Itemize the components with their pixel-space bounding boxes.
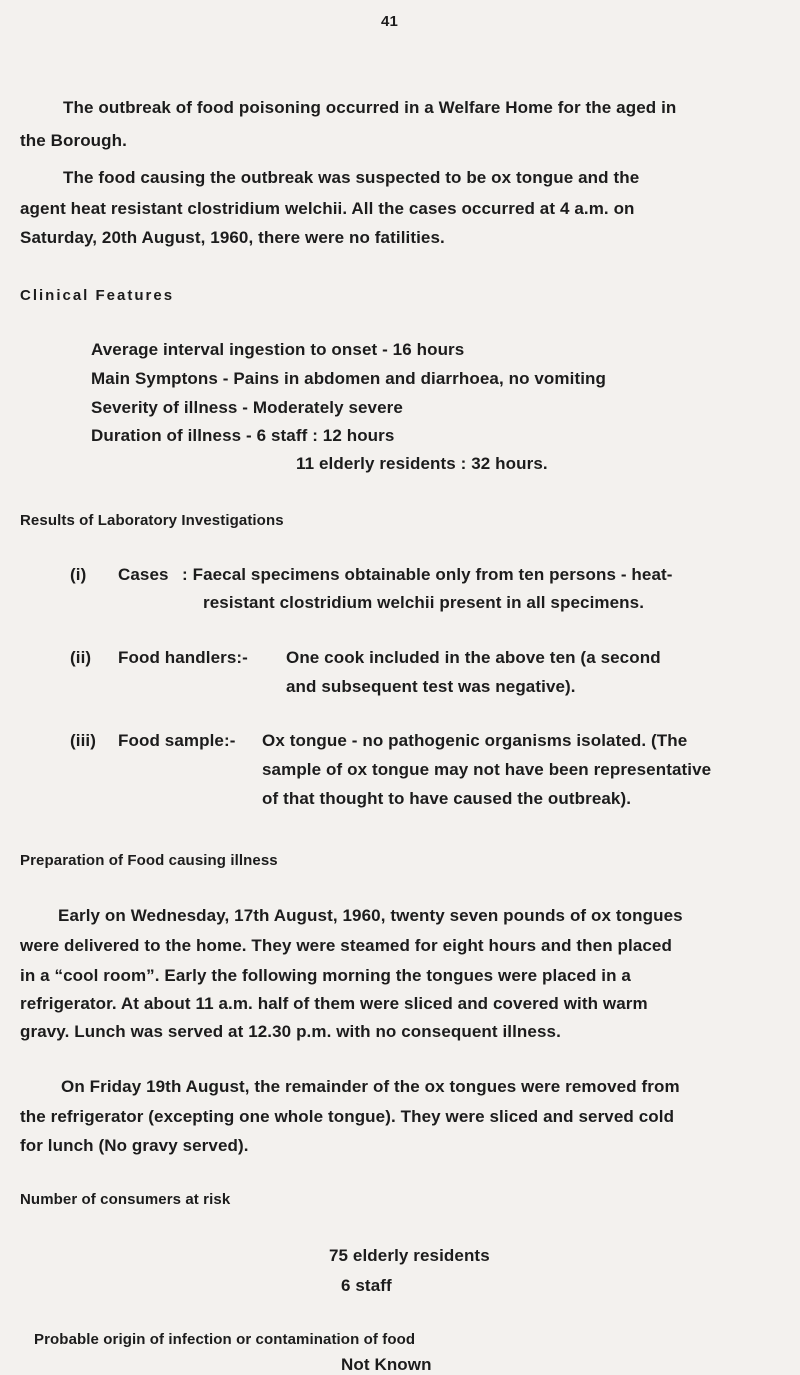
preparation-heading: Preparation of Food causing illness xyxy=(20,852,278,869)
clinical-item-symptoms: Main Symptons - Pains in abdomen and diarrhoea, no vomiting xyxy=(91,369,607,388)
clinical-item-duration-cont: 11 elderly residents : 32 hours. xyxy=(296,454,548,473)
preparation-para1-line: refrigerator. At about 11 a.m. half of them were sliced and covered with warm xyxy=(20,994,648,1013)
lab-item-label: Food sample:- xyxy=(118,731,236,750)
lab-item-text: of that thought to have caused the outbreak). xyxy=(262,789,632,808)
lab-item-label: Cases xyxy=(118,565,169,584)
intro-line-2: the Borough. xyxy=(20,131,127,150)
lab-item-text: Ox tongue - no pathogenic organisms isolated. (The xyxy=(262,731,688,750)
lab-results-heading: Results of Laboratory Investigations xyxy=(20,512,284,529)
lab-item-num: (iii) xyxy=(70,731,96,750)
lab-item-text: and subsequent test was negative). xyxy=(286,677,576,696)
lab-item-text: One cook included in the above ten (a second xyxy=(286,648,661,667)
clinical-item-onset: Average interval ingestion to onset - 16 hours xyxy=(91,340,465,359)
preparation-para1-line: Early on Wednesday, 17th August, 1960, twenty seven pounds of ox tongues xyxy=(58,906,683,925)
probable-origin-value: Not Known xyxy=(341,1355,432,1374)
preparation-para1-line: in a “cool room”. Early the following morning the tongues were placed in a xyxy=(20,966,631,985)
preparation-para2-line: the refrigerator (excepting one whole tongue). They were sliced and served cold xyxy=(20,1107,675,1126)
preparation-para1-line: were delivered to the home. They were steamed for eight hours and then placed xyxy=(20,936,672,955)
consumers-at-risk-value: 6 staff xyxy=(341,1276,392,1295)
lab-item-label: Food handlers:- xyxy=(118,648,248,667)
cause-line-2: agent heat resistant clostridium welchii. All the cases occurred at 4 a.m. on xyxy=(20,199,635,218)
lab-item-text: resistant clostridium welchii present in all specimens. xyxy=(203,593,645,612)
preparation-para2-line: On Friday 19th August, the remainder of the ox tongues were removed from xyxy=(61,1077,680,1096)
cause-line-1: The food causing the outbreak was suspected to be ox tongue and the xyxy=(63,168,640,187)
page-number: 41 xyxy=(381,13,398,30)
clinical-features-heading: Clinical Features xyxy=(20,287,175,304)
clinical-item-severity: Severity of illness - Moderately severe xyxy=(91,398,403,417)
clinical-item-duration: Duration of illness - 6 staff : 12 hours xyxy=(91,426,395,445)
lab-item-num: (ii) xyxy=(70,648,92,667)
consumers-at-risk-value: 75 elderly residents xyxy=(329,1246,490,1265)
cause-line-3: Saturday, 20th August, 1960, there were no fatilities. xyxy=(20,228,445,247)
consumers-at-risk-heading: Number of consumers at risk xyxy=(20,1191,231,1208)
lab-item-num: (i) xyxy=(70,565,87,584)
lab-item-text: sample of ox tongue may not have been representative xyxy=(262,760,712,779)
probable-origin-heading: Probable origin of infection or contamination of food xyxy=(34,1331,416,1348)
lab-item-text: : Faecal specimens obtainable only from ten persons - heat- xyxy=(182,565,673,584)
preparation-para2-line: for lunch (No gravy served). xyxy=(20,1136,249,1155)
intro-line-1: The outbreak of food poisoning occurred in a Welfare Home for the aged in xyxy=(63,98,677,117)
preparation-para1-line: gravy. Lunch was served at 12.30 p.m. with no consequent illness. xyxy=(20,1022,561,1041)
